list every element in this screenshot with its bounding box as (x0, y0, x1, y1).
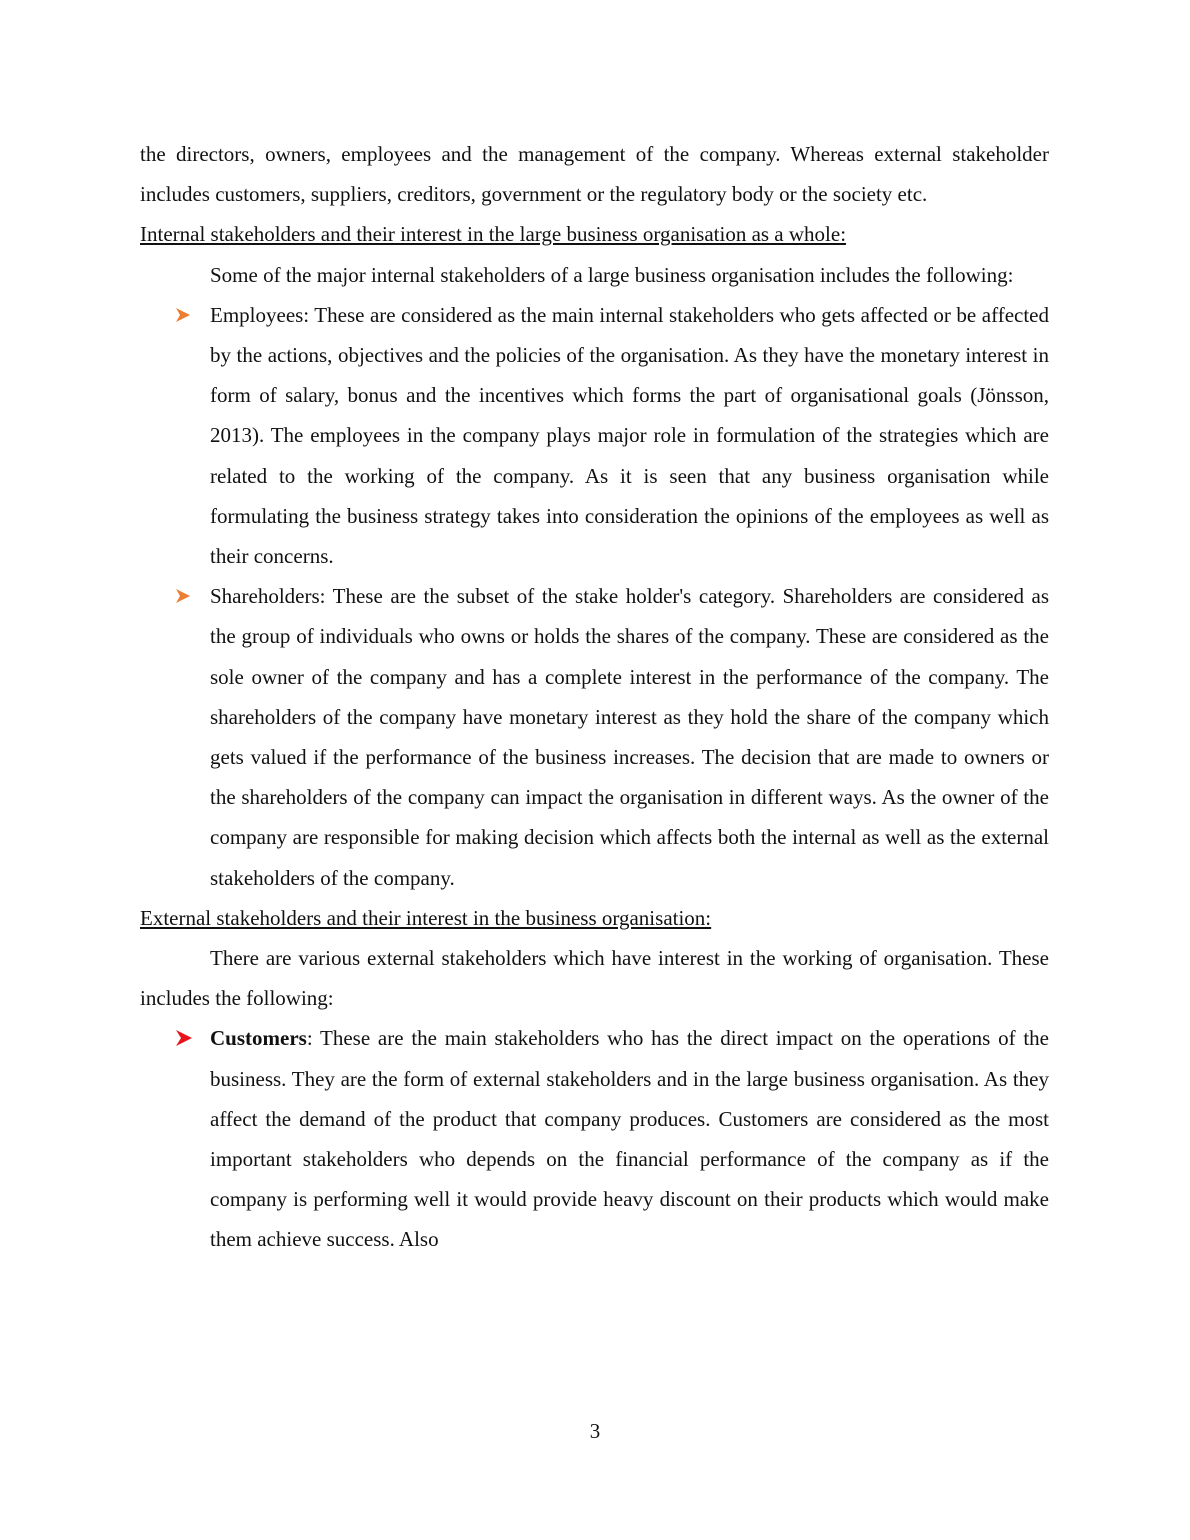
intro-paragraph: the directors, owners, employees and the management of the company. Whereas external stakeholder includes customers, suppliers, creditors, government or the regulatory body or the society etc. (140, 142, 1049, 207)
internal-section-intro: Some of the major internal stakeholders of a large business organisation includes the following: (210, 262, 1014, 287)
external-section-intro: There are various external stakeholders which have interest in the working of organisation. These includes the following: (140, 946, 1049, 1011)
list-item-term: Customers (210, 1026, 307, 1051)
list-item-body: : These are the main stakeholders who has the direct impact on the operations of the business. They are the form of external stakeholders and in the large business organisation. As they affect the demand of the product that company produces. Customers are considered as the most important stakeholders who depends on the financial performance of the company as if the company is performing well it would provide heavy discount on their products which would make them achieve success. Also (210, 1026, 1049, 1252)
internal-section-heading: Internal stakeholders and their interest in the large business organisation as a whole: (140, 222, 847, 247)
page-body (140, 134, 1049, 1260)
arrowhead-bullet-icon (176, 307, 190, 323)
page-number: 3 (589, 1419, 601, 1443)
list-item-customers (140, 1018, 1049, 1259)
list-item-text (210, 1018, 1049, 1259)
external-section-heading: External stakeholders and their interest in the business organisation: (140, 905, 712, 930)
arrowhead-bullet-icon (176, 1029, 190, 1045)
list-item-text: Shareholders: These are the subset of the stake holder's category. Shareholders are considered as the group of individuals who owns or holds the shares of the company. These are considered as the sole owner of the company and has a complete interest in the performance of the company. The shareholders of the company have monetary interest as they hold the share of the company which gets valued if the performance of the business increases. The decision that are made to owners or the shareholders of the company can impact the organisation in different ways. As the owner of the company are responsible for making decision which affects both the internal as well as the external stakeholders of the company. (210, 584, 1049, 890)
list-item-employees (140, 295, 1049, 576)
arrowhead-bullet-icon (176, 588, 190, 604)
list-item-shareholders (140, 576, 1049, 898)
list-item-text: Employees: These are considered as the main internal stakeholders who gets affected or be affected by the actions, objectives and the policies of the organisation. As they have the monetary interest in form of salary, bonus and the incentives which forms the part of organisational goals (Jönsson, 2013). The employees in the company plays major role in formulation of the strategies which are related to the working of the company. As it is seen that any business organisation while formulating the business strategy takes into consideration the opinions of the employees as well as their concerns. (210, 302, 1049, 569)
